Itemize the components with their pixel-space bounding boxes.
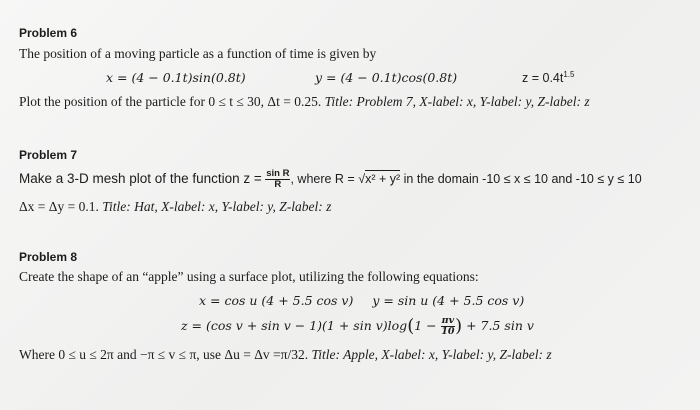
problem8-where-line bbox=[19, 347, 552, 363]
problem6-plot-prefix: Plot the position of the particle for 0 ≤ t ≤ 30, Δt = 0.25. bbox=[19, 94, 322, 109]
problem8-eq-z bbox=[181, 312, 534, 340]
problem7-line2 bbox=[19, 199, 331, 215]
problem7-heading: Problem 7 bbox=[19, 148, 78, 162]
problem6-eq-z bbox=[522, 70, 574, 85]
problem8-eq-x: x = cos u (4 + 5.5 cos v) bbox=[199, 293, 354, 308]
problem6-eq-z-exp: 1.5 bbox=[563, 70, 575, 79]
problem8-where-prefix: Where 0 ≤ u ≤ 2π and −π ≤ v ≤ π, use Δu = Δv =π/32. bbox=[19, 347, 309, 362]
problem7-where-r: , where R = bbox=[290, 172, 355, 186]
problem8-eq-z-frac-den: 10 bbox=[441, 326, 455, 337]
problem8-eq-z-fraction bbox=[441, 316, 455, 337]
sqrt-symbol-icon: √ bbox=[358, 172, 366, 186]
right-paren-icon: ) bbox=[455, 315, 463, 337]
problem7-line1 bbox=[19, 165, 642, 193]
problem8-where-labels: Title: Apple, X-label: x, Y-label: y, Z-label: z bbox=[311, 347, 552, 362]
problem6-eq-x: x = (4 − 0.1t)sin(0.8t) bbox=[106, 70, 246, 85]
problem7-domain: in the domain -10 ≤ x ≤ 10 and -10 ≤ y ≤ 10 bbox=[403, 172, 642, 186]
problem7-frac-den: R bbox=[274, 179, 282, 191]
problem8-heading: Problem 8 bbox=[19, 250, 78, 264]
problem8-eq-z-end: + 7.5 sin v bbox=[466, 318, 534, 333]
problem7-line2-prefix: Δx = Δy = 0.1. bbox=[19, 199, 99, 214]
problem8-eq-z-start: z = (cos v + sin v − 1)(1 + sin v)log bbox=[181, 318, 408, 333]
problem8-eq-z-one-minus: 1 − bbox=[414, 318, 437, 333]
problem6-plot-labels: Title: Problem 7, X-label: x, Y-label: y, Z-label: z bbox=[324, 94, 590, 109]
problem7-text-start: Make a 3-D mesh plot of the function z = bbox=[19, 171, 262, 186]
problem6-intro: The position of a moving particle as a function of time is given by bbox=[19, 46, 377, 61]
problem8-intro: Create the shape of an “apple” using a surface plot, utilizing the following equations: bbox=[19, 269, 479, 284]
problem6-eq-y: y = (4 − 0.1t)cos(0.8t) bbox=[315, 70, 458, 85]
problem6-heading: Problem 6 bbox=[19, 26, 78, 40]
problem7-line2-labels: Title: Hat, X-label: x, Y-label: y, Z-label: z bbox=[102, 199, 332, 214]
left-paren-icon: ( bbox=[407, 315, 415, 337]
problem6-plot-line bbox=[19, 94, 590, 110]
problem6-eq-z-base: z = 0.4t bbox=[522, 71, 564, 86]
problem7-frac-num: sin R bbox=[266, 168, 290, 180]
problem8-eq-z-frac-num: πv bbox=[441, 315, 455, 326]
problem7-fraction bbox=[265, 169, 290, 190]
problem8-eq-y: y = sin u (4 + 5.5 cos v) bbox=[372, 293, 525, 308]
problem8-eq-xy bbox=[199, 293, 524, 308]
problem7-sqrt-content: x² + y² bbox=[365, 172, 401, 186]
